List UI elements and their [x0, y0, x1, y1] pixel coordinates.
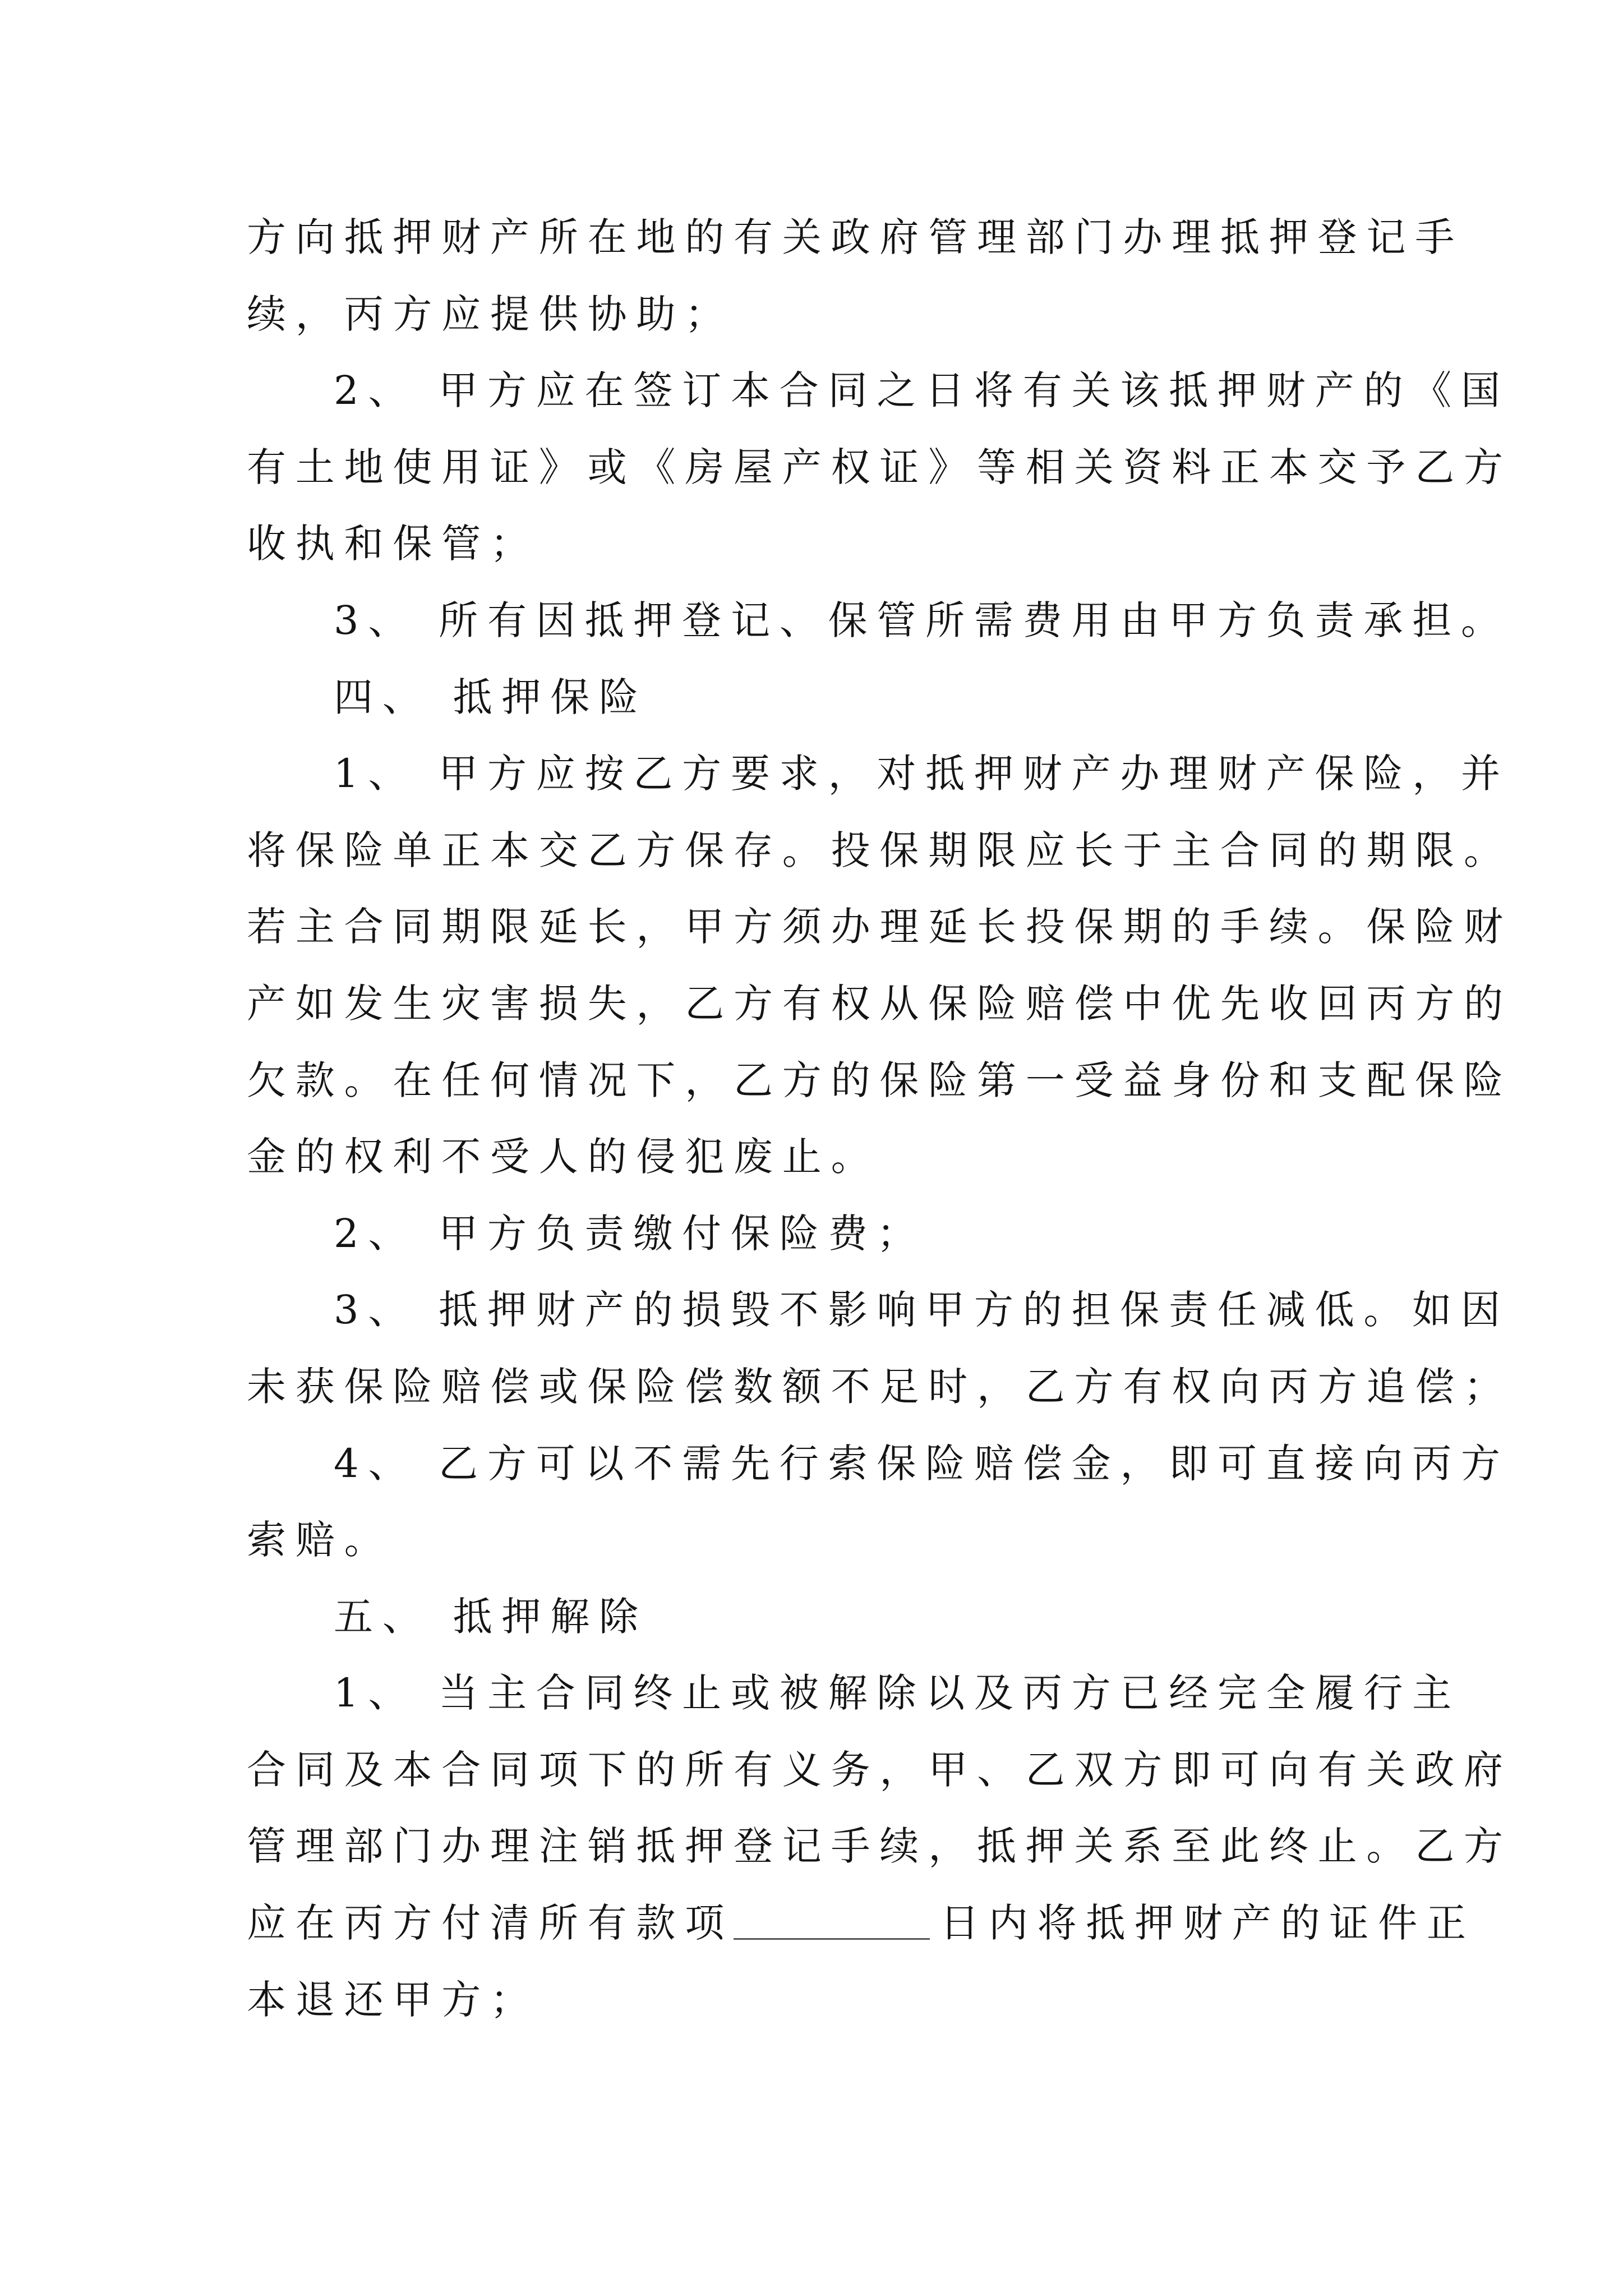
text-line: 若主合同期限延长，甲方须办理延长投保期的手续。保险财 — [247, 904, 1513, 950]
clause-2-line: 2、 甲方负责缴付保险费； — [334, 1210, 926, 1257]
clause-1-line: 1、 甲方应按乙方要求，对抵押财产办理财产保险，并 — [334, 751, 1510, 797]
text-line: 续，丙方应提供协助； — [247, 291, 734, 337]
fill-in-blank — [734, 1903, 930, 1940]
text-line: 方向抵押财产所在地的有关政府管理部门办理抵押登记手 — [247, 214, 1464, 260]
text-line: 金的权利不受人的侵犯废止。 — [247, 1134, 880, 1180]
text-line: 产如发生灾害损失，乙方有权从保险赔偿中优先收回丙方的 — [247, 980, 1513, 1027]
contract-body — [247, 199, 1513, 2038]
text-line: 合同及本合同项下的所有义务，甲、乙双方即可向有关政府 — [247, 1746, 1513, 1793]
clause-3-line: 3、 抵押财产的损毁不影响甲方的担保责任减低。如因 — [334, 1287, 1510, 1333]
text-line: 本退还甲方； — [247, 1976, 539, 2023]
text-line: 有土地使用证》或《房屋产权证》等相关资料正本交予乙方 — [247, 444, 1513, 490]
text-line: 管理部门办理注销抵押登记手续，抵押关系至此终止。乙方 — [247, 1823, 1513, 1870]
section-heading-insurance: 四、 抵押保险 — [334, 674, 648, 720]
clause-4-line: 4、 乙方可以不需先行索保险赔偿金，即可直接向丙方 — [334, 1440, 1510, 1487]
clause-3-line: 3、 所有因抵押登记、保管所需费用由甲方负责承担。 — [334, 597, 1510, 643]
text-line: 索赔。 — [247, 1517, 393, 1563]
text-after-blank: 日内将抵押财产的证件正 — [940, 1900, 1476, 1947]
text-line: 将保险单正本交乙方保存。投保期限应长于主合同的期限。 — [247, 827, 1513, 873]
section-heading-release: 五、 抵押解除 — [334, 1593, 648, 1640]
clause-1-line: 1、 当主合同终止或被解除以及丙方已经完全履行主 — [334, 1670, 1461, 1717]
text-line: 未获保险赔偿或保险偿数额不足时，乙方有权向丙方追偿； — [247, 1363, 1513, 1410]
text-before-blank: 应在丙方付清所有款项 — [247, 1900, 734, 1947]
clause-2-line: 2、 甲方应在签订本合同之日将有关该抵押财产的《国 — [334, 367, 1510, 414]
text-line: 欠款。在任何情况下，乙方的保险第一受益身份和支配保险 — [247, 1057, 1513, 1103]
text-line-with-blank — [247, 1885, 1476, 1962]
text-line: 收执和保管； — [247, 521, 539, 567]
